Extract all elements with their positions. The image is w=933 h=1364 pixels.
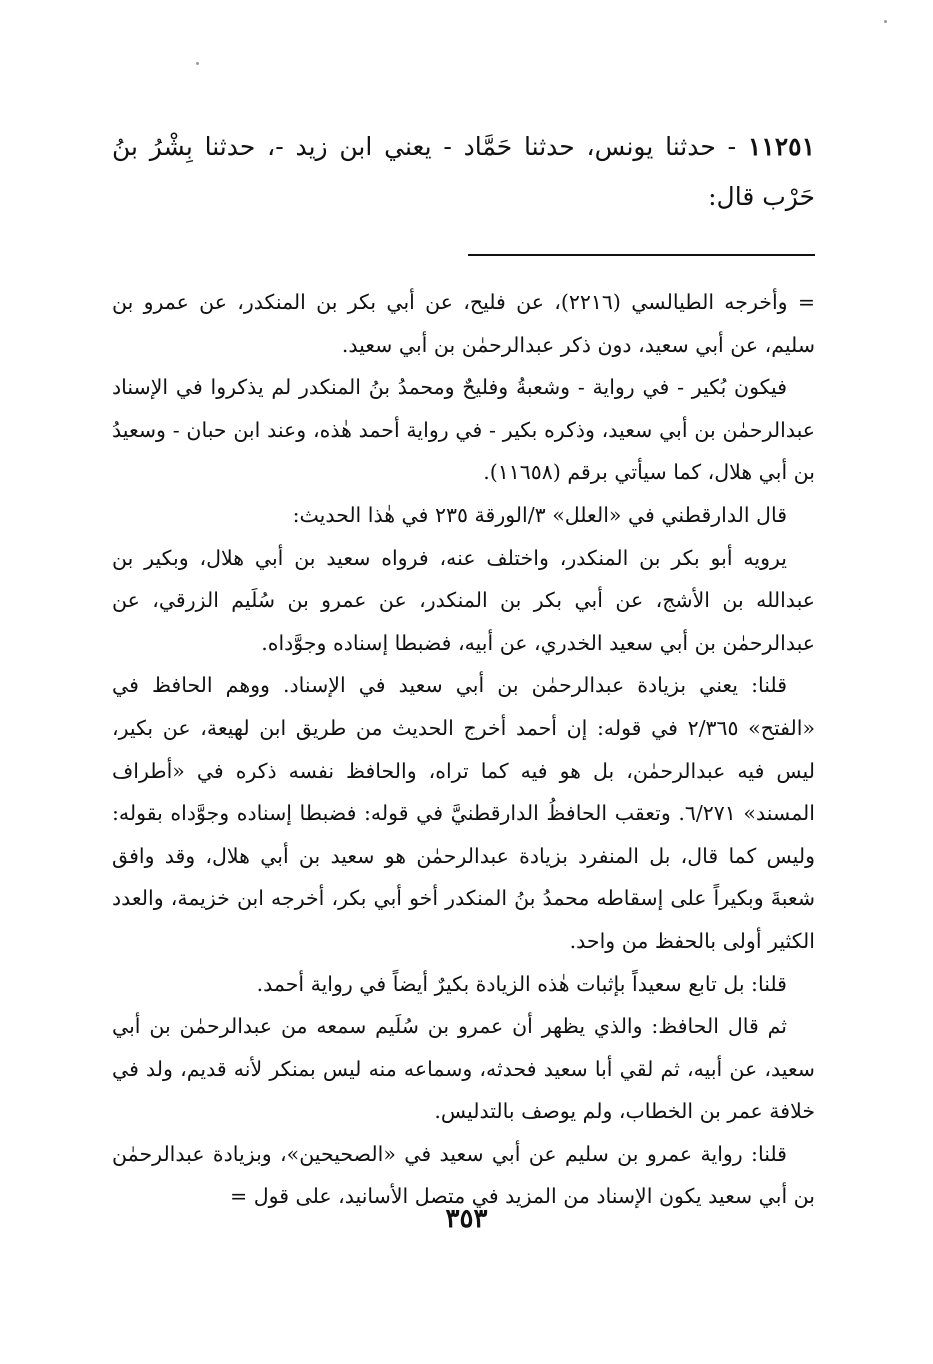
footnote-paragraph: قال الدارقطني في «العلل» ٣/الورقة ٢٣٥ في هٰذا الحديث: bbox=[292, 502, 787, 527]
footnote-paragraph: قلنا: بل تابع سعيداً بإثبات هٰذه الزيادة بكيرٌ أيضاً في رواية أحمد. bbox=[256, 971, 787, 996]
scan-speck bbox=[196, 62, 199, 65]
footnote-paragraph: قلنا: رواية عمرو بن سليم عن أبي سعيد في «الصحيحين»، وبزيادة عبدالرحمٰن بن أبي سعيد يكون الإسناد من المزيد في متصل الأسانيد، على قول = bbox=[112, 1141, 815, 1209]
hadith-number: ١١٢٥١ bbox=[747, 132, 815, 161]
footnote-paragraph: فيكون بُكير - في رواية - وشعبةُ وفليحٌ ومحمدُ بنُ المنكدر لم يذكروا في الإسناد عبدالرحمٰن بن أبي سعيد، وذكره بكير - في رواية أحمد هٰذه، وعند ابن حبان - وسعيدُ بن أبي هلال، كما سيأتي برقم (١١٦٥٨). bbox=[112, 375, 815, 485]
scan-speck bbox=[884, 20, 887, 23]
hadith-text bbox=[112, 122, 815, 222]
page-number: ٣٥٣ bbox=[445, 1204, 488, 1234]
footnote-paragraph: يرويه أبو بكر بن المنكدر، واختلف عنه، فرواه سعيد بن أبي هلال، وبكير بن عبدالله بن الأشج، عن أبي بكر بن المنكدر، عن عمرو بن سُلَيم الزرقي، عن عبدالرحمٰن بن أبي سعيد الخدري، عن أبيه، فضبطا إسناده وجوَّداه. bbox=[112, 545, 815, 655]
footnote-paragraph: ثم قال الحافظ: والذي يظهر أن عمرو بن سُلَيم سمعه من عبدالرحمٰن بن أبي سعيد، عن أبيه، ثم لقي أبا سعيد فحدثه، وسماعه منه ليس بمنكر لأنه قديم، ولد في خلافة عمر بن الخطاب، ولم يوصف بالتدليس. bbox=[112, 1014, 815, 1124]
hadith-chain: - حدثنا يونس، حدثنا حَمَّاد - يعني ابن زيد -، حدثنا بِشْرُ بنُ حَرْب قال: bbox=[112, 132, 815, 211]
footnotes bbox=[112, 281, 815, 1218]
footnote-paragraph: = وأخرجه الطيالسي (٢٢١٦)، عن فليح، عن أبي بكر بن المنكدر، عن عمرو بن سليم، عن أبي سعيد، دون ذكر عبدالرحمٰن بن أبي سعيد. bbox=[112, 290, 815, 357]
footnote-paragraph: قلنا: يعني بزيادة عبدالرحمٰن بن أبي سعيد في الإسناد. ووهم الحافظ في «الفتح» ٢/٣٦٥ في قوله: إن أحمد أخرج الحديث من طريق ابن لهيعة، عن بكير، ليس فيه عبدالرحمٰن، بل هو فيه كما تراه، والحافظ نفسه ذكره في «أطراف المسند» ٦/٢٧١. وتعقب الحافظُ الدارقطنيَّ في قوله: فضبطا إسناده وجوَّداه بقوله: وليس كما قال، بل المنفرد بزيادة عبدالرحمٰن هو سعيد بن أبي هلال، وقد وافق شعبةَ وبكيراً على إسقاطه محمدُ بنُ المنكدر أخو أبي بكر، أخرجه ابن خزيمة، والعدد الكثير أولى بالحفظ من واحد. bbox=[112, 673, 815, 953]
footnote-separator bbox=[468, 254, 815, 256]
